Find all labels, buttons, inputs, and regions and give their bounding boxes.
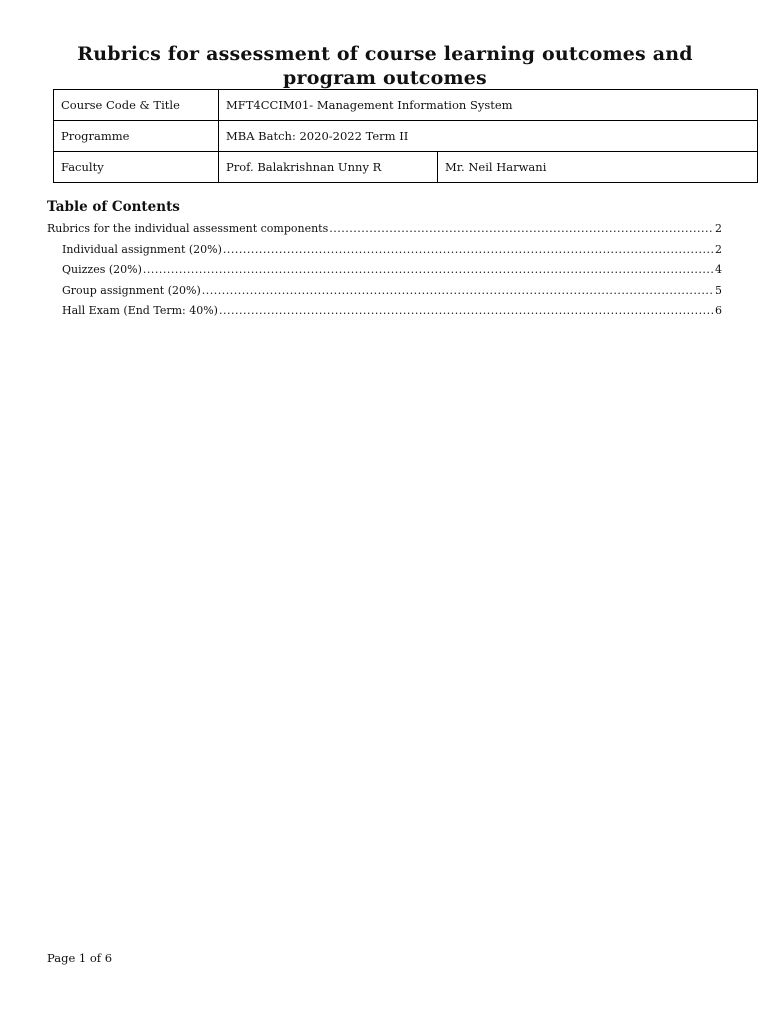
table-cell-label: Course Code & Title (54, 90, 219, 121)
table-cell-value: MFT4CCIM01- Management Information System (219, 90, 758, 121)
toc-entry-label: Rubrics for the individual assessment components (47, 222, 329, 235)
toc-entry-page: 2 (715, 222, 722, 235)
toc-entry[interactable] (47, 260, 722, 281)
course-info-table (53, 89, 758, 183)
toc-entry-label: Individual assignment (20%) (62, 242, 222, 256)
toc-entry[interactable] (47, 281, 722, 302)
toc-entry[interactable] (47, 219, 722, 240)
toc-entry[interactable] (47, 240, 722, 261)
toc-leader-dots (202, 281, 714, 302)
toc-entry-page: 5 (715, 283, 722, 297)
table-cell-value: Prof. Balakrishnan Unny R (219, 152, 438, 183)
table-cell-value: MBA Batch: 2020-2022 Term II (219, 121, 758, 152)
toc-leader-dots (329, 219, 714, 240)
toc-entry-label: Quizzes (20%) (62, 263, 142, 276)
table-row (54, 90, 758, 121)
toc-entry-page: 6 (715, 304, 722, 317)
table-cell-label: Faculty (54, 152, 219, 183)
toc-leader-dots (223, 240, 714, 261)
table-cell-label: Programme (54, 121, 219, 152)
toc-entry-label: Group assignment (20%) (62, 283, 201, 297)
document-title: Rubrics for assessment of course learning outcomes and program outcomes (77, 43, 693, 89)
table-row (54, 121, 758, 152)
toc-entry[interactable] (47, 301, 722, 322)
table-cell-value: Mr. Neil Harwani (438, 152, 758, 183)
toc-entry-page: 2 (715, 242, 722, 256)
toc-entry-label: Hall Exam (End Term: 40%) (62, 304, 218, 317)
toc-entry-page: 4 (715, 263, 722, 276)
table-of-contents (47, 219, 722, 322)
toc-leader-dots (143, 260, 714, 281)
page-number-footer: Page 1 of 6 (47, 951, 113, 965)
toc-leader-dots (219, 301, 714, 322)
table-row (54, 152, 758, 183)
toc-heading: Table of Contents (47, 199, 180, 215)
